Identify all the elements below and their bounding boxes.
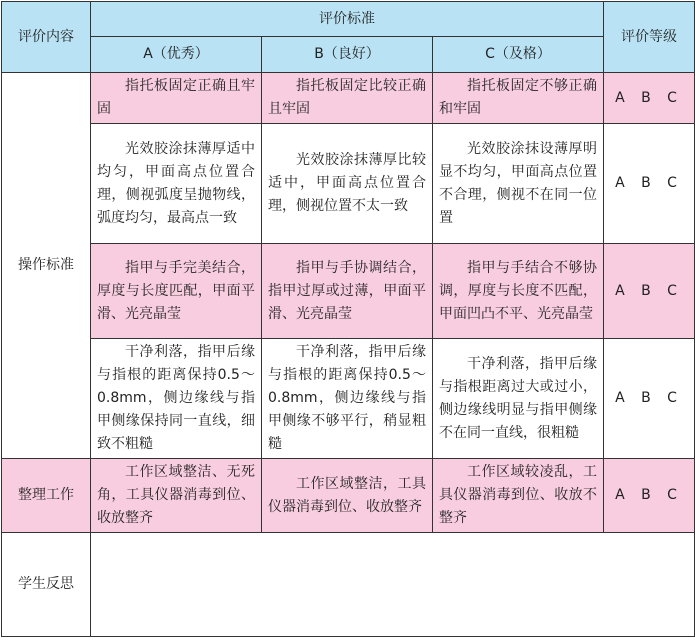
grade-options: A B C [604,459,695,533]
criteria-c: 光效胶涂抹设薄厚明显不均匀，甲面高点位置不合理，侧视不在同一位置 [433,124,604,244]
criteria-a: 光效胶涂抹薄厚适中均匀，甲面高点位置合理，侧视弧度呈抛物线，弧度均匀，最高点一致 [91,124,262,244]
table-row [2,244,695,339]
header-grade: 评价等级 [604,2,695,73]
header-content: 评价内容 [2,2,91,73]
criteria-a: 指托板固定正确且牢固 [91,73,262,124]
grade-options: A B C [604,244,695,339]
criteria-b: 指托板固定比较正确且牢固 [262,73,433,124]
reflection-area[interactable] [91,533,695,637]
criteria-a: 干净利落，指甲后缘与指根的距离保持0.5～0.8mm，侧边缘线与指甲侧缘保持同一直线，细致不粗糙 [91,339,262,459]
criteria-a: 指甲与手完美结合，厚度与长度匹配，甲面平滑、光亮晶莹 [91,244,262,339]
section-operation: 操作标准 [2,73,91,459]
header-row-levels [2,37,695,73]
section-tidy: 整理工作 [2,459,91,533]
header-standard: 评价标准 [91,2,604,37]
header-level-c: C（及格） [433,37,604,73]
grade-options: A B C [604,124,695,244]
header-row-top [2,2,695,37]
criteria-c: 指甲与手结合不够协调，厚度与长度不匹配，甲面凹凸不平、光亮晶莹 [433,244,604,339]
criteria-c: 指托板固定不够正确和牢固 [433,73,604,124]
criteria-a: 工作区域整洁、无死角，工具仪器消毒到位、收放整齐 [91,459,262,533]
evaluation-table [1,1,695,637]
criteria-c: 工作区域较凌乱，工具仪器消毒到位、收放不整齐 [433,459,604,533]
reflection-row [2,533,695,637]
header-level-b: B（良好） [262,37,433,73]
section-reflection: 学生反思 [2,533,91,637]
criteria-b: 干净利落，指甲后缘与指根的距离保持0.5～0.8mm，侧边缘线与指甲侧缘不够平行，稍显粗糙 [262,339,433,459]
criteria-b: 光效胶涂抹薄厚比较适中，甲面高点位置合理，侧视位置不太一致 [262,124,433,244]
criteria-b: 指甲与手协调结合，指甲过厚或过薄，甲面平滑、光亮晶莹 [262,244,433,339]
table-row [2,124,695,244]
criteria-c: 干净利落，指甲后缘与指根距离过大或过小，侧边缘线明显与指甲侧缘不在同一直线，很粗糙 [433,339,604,459]
table-row [2,459,695,533]
table-row [2,73,695,124]
criteria-b: 工作区域整洁，工具仪器消毒到位、收放整齐 [262,459,433,533]
grade-options: A B C [604,339,695,459]
header-level-a: A（优秀） [91,37,262,73]
grade-options: A B C [604,73,695,124]
table-row [2,339,695,459]
